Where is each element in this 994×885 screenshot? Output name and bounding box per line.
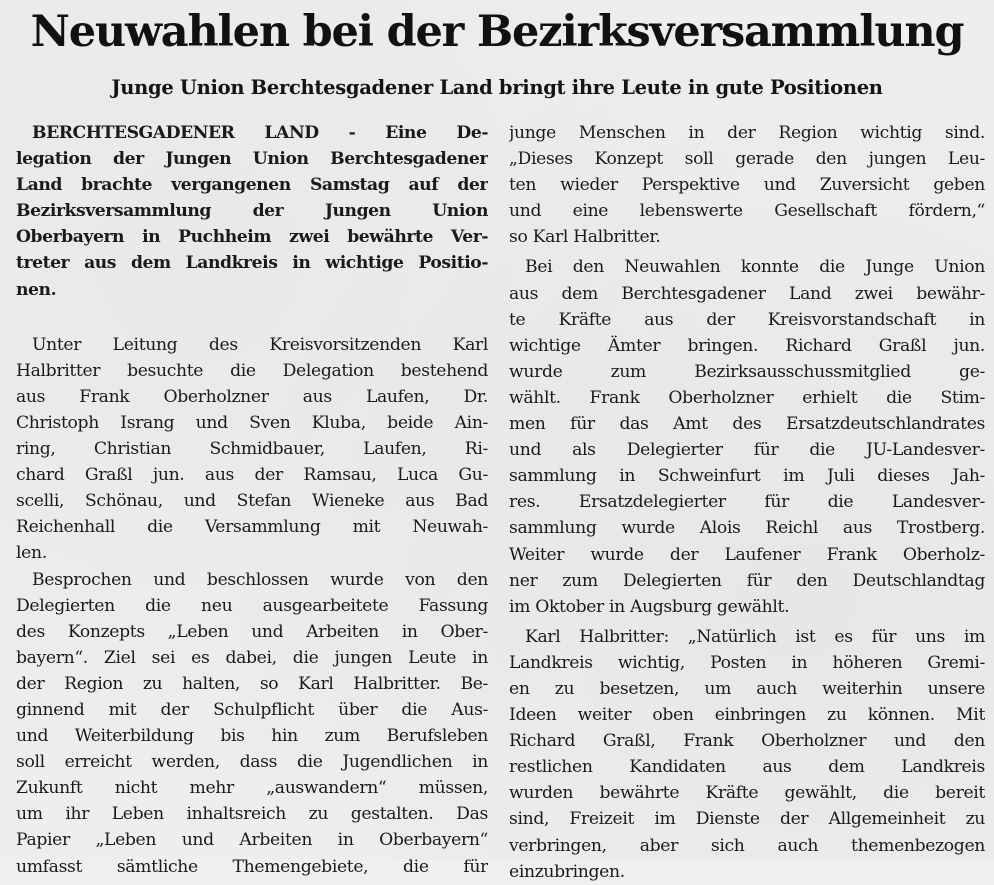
- text-line: men für das Amt des Ersatzdeutschlandrates: [509, 414, 985, 435]
- text-line: Land brachte vergangenen Samstag auf der: [16, 175, 488, 196]
- text-line: ring, Christian Schmidbauer, Laufen, Ri-: [16, 439, 488, 460]
- lead-paragraph: [16, 120, 488, 303]
- text-line: treter aus dem Landkreis in wichtige Positio-: [16, 253, 488, 274]
- article-subheadline: Junge Union Berchtesgadener Land bringt ihre Leute in gute Positionen: [111, 76, 883, 99]
- text-line: Landkreis wichtig, Posten in höheren Gremi-: [509, 652, 985, 673]
- text-line: „Dieses Konzept soll gerade den jungen Leu-: [509, 149, 985, 170]
- text-line: Unter Leitung des Kreisvorsitzenden Karl: [32, 334, 488, 355]
- text-line: einzubringen.: [509, 861, 625, 882]
- body-paragraph: [16, 332, 488, 567]
- text-line: wurde zum Bezirksausschussmitglied ge-: [509, 361, 985, 382]
- text-line: aus dem Berchtesgadener Land zwei bewähr-: [509, 283, 985, 304]
- text-line: ginnend mit der Schulpflicht über die Aus-: [16, 699, 488, 720]
- text-line: Bei den Neuwahlen konnte die Junge Union: [525, 257, 985, 278]
- text-line: Ideen weiter oben einbringen zu können. Mit: [509, 705, 985, 726]
- text-line: soll erreicht werden, dass die Jugendlichen in: [16, 752, 488, 773]
- text-line: sind, Freizeit im Dienste der Allgemeinheit zu: [509, 809, 985, 830]
- text-line: Karl Halbritter: „Natürlich ist es für uns im: [525, 626, 985, 647]
- text-line: der Region zu halten, so Karl Halbritter. Be-: [16, 673, 488, 694]
- text-line: junge Menschen in der Region wichtig sind.: [509, 123, 985, 143]
- text-line: len.: [16, 543, 47, 564]
- text-line: wählt. Frank Oberholzner erhielt die Stim-: [509, 387, 985, 408]
- text-line: legation der Jungen Union Berchtesgadener: [16, 149, 488, 170]
- text-line: und eine lebenswerte Gesellschaft fördern,“: [509, 201, 985, 222]
- text-line: sammlung in Schweinfurt im Juli dieses Jah-: [509, 466, 985, 487]
- body-paragraph: [16, 567, 488, 880]
- text-line: und als Delegierter für die JU-Landesver-: [509, 440, 985, 461]
- text-line: Papier „Leben und Arbeiten in Oberbayern“: [16, 830, 488, 851]
- text-line: um ihr Leben inhaltsreich zu gestalten. Das: [16, 804, 488, 825]
- text-line: Weiter wurde der Laufener Frank Oberholz-: [509, 544, 985, 565]
- text-line: scelli, Schönau, und Stefan Wieneke aus Bad: [16, 491, 488, 512]
- text-line: ner zum Delegierten für den Deutschlandtag: [509, 570, 985, 591]
- text-line: BERCHTESGADENER LAND - Eine De-: [32, 123, 488, 143]
- text-line: restlichen Kandidaten aus dem Landkreis: [509, 757, 985, 778]
- text-line: Richard Graßl, Frank Oberholzner und den: [509, 731, 985, 752]
- body-paragraph: [509, 254, 985, 619]
- text-line: sammlung wurde Alois Reichl aus Trostberg.: [509, 518, 985, 539]
- text-line: Christoph Israng und Sven Kluba, beide Ain-: [16, 412, 488, 433]
- text-line: ten wieder Perspektive und Zuversicht geben: [509, 175, 985, 196]
- text-line: wurden bewährte Kräfte gewählt, die bereit: [509, 783, 985, 804]
- text-line: nen.: [16, 279, 57, 300]
- text-line: Besprochen und beschlossen wurde von den: [32, 569, 488, 590]
- text-line: verbringen, aber sich auch themenbezogen: [509, 835, 985, 856]
- body-paragraph: [509, 120, 985, 250]
- text-line: aus Frank Oberholzner aus Laufen, Dr.: [16, 386, 488, 407]
- text-line: te Kräfte aus der Kreisvorstandschaft in: [509, 309, 985, 330]
- text-line: res. Ersatzdelegierter für die Landesver-: [509, 492, 985, 513]
- text-line: Halbritter besuchte die Delegation bestehend: [16, 360, 488, 381]
- text-line: im Oktober in Augsburg gewählt.: [509, 596, 790, 617]
- text-line: Bezirksversammlung der Jungen Union: [16, 201, 488, 222]
- text-line: Reichenhall die Versammlung mit Neuwah-: [16, 517, 488, 538]
- article-column-right: [509, 120, 985, 885]
- article-column-left: [16, 120, 488, 880]
- text-line: so Karl Halbritter.: [509, 227, 661, 248]
- article-headline: Neuwahlen bei der Bezirksversammlung: [30, 7, 964, 57]
- text-line: en zu besetzen, um auch weiterhin unsere: [509, 678, 985, 699]
- text-line: chard Graßl jun. aus der Ramsau, Luca Gu-: [16, 465, 488, 486]
- text-line: des Konzepts „Leben und Arbeiten in Ober-: [16, 621, 488, 642]
- text-line: und Weiterbildung bis hin zum Berufsleben: [16, 726, 488, 747]
- body-paragraph: [509, 624, 985, 885]
- text-line: Oberbayern in Puchheim zwei bewährte Ver-: [16, 227, 488, 248]
- text-line: Delegierten die neu ausgearbeitete Fassung: [16, 595, 488, 616]
- text-line: Zukunft nicht mehr „auswandern“ müssen,: [16, 778, 488, 799]
- text-line: bayern“. Ziel sei es dabei, die jungen Leute in: [16, 647, 488, 668]
- text-line: wichtige Ämter bringen. Richard Graßl jun.: [509, 335, 985, 356]
- text-line: umfasst sämtliche Themengebiete, die für: [16, 856, 488, 877]
